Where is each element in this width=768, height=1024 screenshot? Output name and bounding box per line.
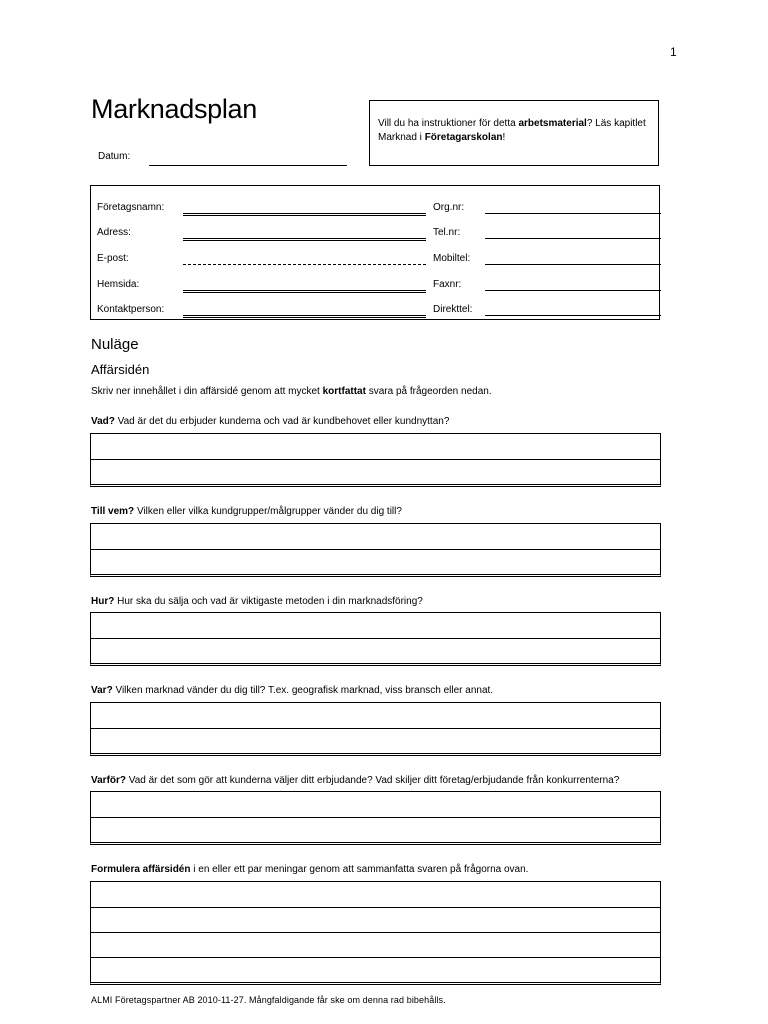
answer-line[interactable] bbox=[91, 792, 660, 817]
question-till-vem bbox=[91, 506, 402, 517]
company-row bbox=[91, 215, 659, 241]
fax-label: Faxnr: bbox=[433, 279, 462, 290]
email-field[interactable] bbox=[183, 264, 426, 265]
page-title: Marknadsplan bbox=[91, 94, 257, 124]
page-number: 1 bbox=[670, 45, 677, 59]
intro-part-1: Skriv ner innehållet i din affärsidé genom att mycket bbox=[91, 386, 323, 397]
fax-field[interactable] bbox=[485, 290, 661, 291]
answer-line[interactable] bbox=[91, 932, 660, 957]
question-text: Vilken marknad vänder du dig till? T.ex. geografisk marknad, viss bransch eller annat. bbox=[112, 685, 494, 696]
info-text-2: ? Läs kapitlet Marknad i bbox=[378, 118, 646, 143]
contact-person-label: Kontaktperson: bbox=[97, 304, 165, 315]
info-bold-1: arbetsmaterial bbox=[518, 118, 587, 129]
contact-person-field[interactable] bbox=[183, 315, 426, 318]
answer-line[interactable] bbox=[91, 882, 660, 907]
tel-nr-label: Tel.nr: bbox=[433, 227, 461, 238]
answer-box-till-vem[interactable] bbox=[90, 523, 661, 577]
section-heading: Nuläge bbox=[91, 336, 139, 353]
answer-box-var[interactable] bbox=[90, 702, 661, 756]
question-keyword: Formulera affärsidén bbox=[91, 864, 191, 875]
company-name-label: Företagsnamn: bbox=[97, 202, 165, 213]
company-row bbox=[91, 190, 659, 216]
answer-line[interactable] bbox=[91, 549, 660, 574]
question-text: Vad är det som gör att kunderna väljer ditt erbjudande? Vad skiljer ditt företag/erbjudande från konkurrenterna? bbox=[126, 775, 620, 786]
answer-line[interactable] bbox=[91, 728, 660, 753]
mobile-field[interactable] bbox=[485, 264, 661, 265]
company-row bbox=[91, 267, 659, 293]
intro-text bbox=[91, 386, 492, 397]
answer-line[interactable] bbox=[91, 638, 660, 663]
address-label: Adress: bbox=[97, 227, 131, 238]
answer-box-formulera[interactable] bbox=[90, 881, 661, 985]
intro-part-2: svara på frågeorden nedan. bbox=[365, 386, 492, 397]
answer-box-varfor[interactable] bbox=[90, 791, 661, 845]
question-hur bbox=[91, 596, 423, 607]
company-info-box bbox=[90, 185, 660, 320]
datum-field[interactable] bbox=[149, 165, 347, 166]
answer-box-vad[interactable] bbox=[90, 433, 661, 487]
question-keyword: Vad? bbox=[91, 416, 115, 427]
answer-line[interactable] bbox=[91, 459, 660, 484]
direct-tel-label: Direkttel: bbox=[433, 304, 473, 315]
question-formulera bbox=[91, 864, 528, 875]
company-row bbox=[91, 241, 659, 267]
instructions-box bbox=[369, 100, 659, 166]
question-keyword: Var? bbox=[91, 685, 113, 696]
question-var bbox=[91, 685, 493, 696]
question-keyword: Hur? bbox=[91, 596, 115, 607]
info-text-3: ! bbox=[502, 132, 506, 143]
answer-line[interactable] bbox=[91, 434, 660, 459]
org-nr-field[interactable] bbox=[485, 213, 661, 214]
direct-tel-field[interactable] bbox=[485, 315, 661, 316]
info-bold-2: Företagarskolan bbox=[424, 132, 503, 143]
website-label: Hemsida: bbox=[97, 279, 140, 290]
subsection-heading: Affärsidén bbox=[91, 362, 150, 377]
question-text: i en eller ett par meningar genom att sammanfatta svaren på frågorna ovan. bbox=[190, 864, 529, 875]
mobile-label: Mobiltel: bbox=[433, 253, 471, 264]
answer-line[interactable] bbox=[91, 703, 660, 728]
question-text: Vad är det du erbjuder kunderna och vad är kundbehovet eller kundnyttan? bbox=[114, 416, 450, 427]
question-varfor bbox=[91, 775, 619, 786]
company-row bbox=[91, 292, 659, 318]
datum-label: Datum: bbox=[98, 151, 131, 162]
answer-line[interactable] bbox=[91, 524, 660, 549]
org-nr-label: Org.nr: bbox=[433, 202, 465, 213]
answer-line[interactable] bbox=[91, 817, 660, 842]
question-vad bbox=[91, 416, 449, 427]
question-text: Vilken eller vilka kundgrupper/målgrupper vänder du dig till? bbox=[134, 506, 402, 517]
answer-line[interactable] bbox=[91, 957, 660, 982]
answer-line[interactable] bbox=[91, 613, 660, 638]
email-label: E-post: bbox=[97, 253, 129, 264]
info-text-1: Vill du ha instruktioner för detta bbox=[378, 118, 519, 129]
footer-text: ALMI Företagspartner AB 2010-11-27. Mångfaldigande får ske om denna rad bibehålls. bbox=[91, 995, 446, 1005]
intro-bold: kortfattat bbox=[322, 386, 366, 397]
question-keyword: Varför? bbox=[91, 775, 127, 786]
tel-nr-field[interactable] bbox=[485, 238, 661, 239]
question-keyword: Till vem? bbox=[91, 506, 135, 517]
answer-line[interactable] bbox=[91, 907, 660, 932]
question-text: Hur ska du sälja och vad är viktigaste metoden i din marknadsföring? bbox=[114, 596, 423, 607]
answer-box-hur[interactable] bbox=[90, 612, 661, 666]
